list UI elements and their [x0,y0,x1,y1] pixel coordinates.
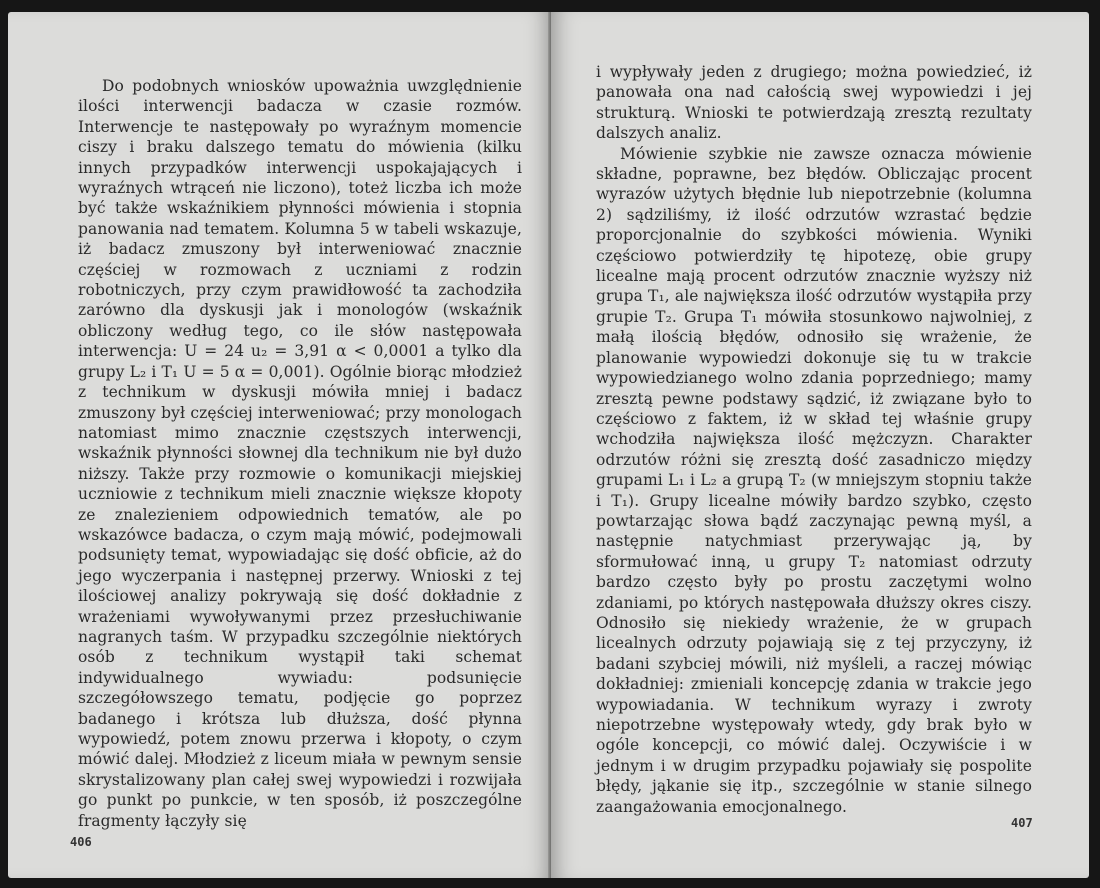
left-page [8,12,551,878]
paragraph: Do podobnych wniosków upoważnia uwzględnienie ilości interwencji badacza w czasie rozmów. Interwencje te następowały po wyraźnym momencie ciszy i braku dalszego tematu do mówienia (kilku innych przypadków interwencji uspokajających i wyraźnych wtrąceń nie liczono), toteż liczba ich może być także wskaźnikiem płynności mówienia i stopnia panowania nad tematem. Kolumna 5 w tabeli wskazuje, iż badacz zmuszony był interweniować znacznie częściej w rozmowach z uczniami z rodzin robotniczych, przy czym prawidłowość ta zachodziła zarówno dla dyskusji jak i monologów (wskaźnik obliczony według tego, co ile słów następowała interwencja: U = 24 u₂ = 3,91 α < 0,0001 a tylko dla grupy L₂ i T₁ U = 5 α = 0,001). Ogólnie biorąc młodzież z technikum w dyskusji mówiła mniej i badacz zmuszony był częściej interweniować; przy monologach natomiast mimo znacznie częstszych interwencji, wskaźnik płynności słownej dla technikum nie był dużo niższy. Także przy rozmowie o komunikacji miejskiej uczniowie z technikum mieli znacznie większe kłopoty ze znalezieniem odpowiednich tematów, ale po wskazówce badacza, o czym mają mówić, podejmowali podsunięty temat, wypowiadając się dość obficie, aż do jego wyczerpania i następnej przerwy. Wnioski z tej ilościowej analizy pokrywają się dość dokładnie z wrażeniami wywoływanymi przez przesłuchiwanie nagranych taśm. W przypadku szczególnie niektórych osób z technikum wystąpił taki schemat indywidualnego wywiadu: podsunięcie szczegółowszego tematu, podjęcie go poprzez badanego i krótsza lub dłuższa, dość płynna wypowiedź, potem znowu przerwa i kłopoty, o czym mówić dalej. Młodzież z liceum miała w pewnym sensie skrystalizowany plan całej swej wypowiedzi i rozwijała go punkt po punkcie, w ten sposób, iż poszczególne fragmenty łączyły się [78,77,522,830]
page-number-right: 407 [1011,816,1033,830]
right-page-text [596,62,1032,817]
paragraph: Mówienie szybkie nie zawsze oznacza mówienie składne, poprawne, bez błędów. Obliczając procent wyrazów użytych błędnie lub niepotrzebnie (kolumna 2) sądziliśmy, iż ilość odrzutów wzrastać będzie proporcjonalnie do szybkości mówienia. Wyniki częściowo potwierdziły tę hipotezę, obie grupy licealne mają procent odrzutów znacznie wyższy niż grupa T₁, ale największa ilość odrzutów wystąpiła przy grupie T₂. Grupa T₁ mówiła stosunkowo najwolniej, z małą ilością błędów, odnosiło się wrażenie, że planowanie wypowiedzi dokonuje się tu w trakcie wypowiedzianego wolno zdania poprzedniego; mamy zresztą pewne podstawy sądzić, iż związane było to częściowo z faktem, iż w skład tej właśnie grupy wchodziła największa ilość mężczyzn. Charakter odrzutów różni się zresztą dość zasadniczo między grupami L₁ i L₂ a grupą T₂ (w mniejszym stopniu także i T₁). Grupy licealne mówiły bardzo szybko, często powtarzając słowa bądź zaczynając pewną myśl, a następnie natychmiast przerywając ją, by sformułować inną, u grupy T₂ natomiast odrzuty bardzo często były po prostu zaczętymi wolno zdaniami, po których następowała dłuższy okres ciszy. Odnosiło się niekiedy wrażenie, że w grupach licealnych odrzuty pojawiają się z tej przyczyny, iż badani szybciej mówili, niż myśleli, a raczej mówiąc dokładniej: zmieniali koncepcję zdania w trakcie jego wypowiadania. W technikum wyrazy i zwroty niepotrzebne występowały wtedy, gdy brak było w ogóle koncepcji, co mówić dalej. Oczywiście i w jednym i w drugim przypadku pojawiały się pospolite błędy, jąkanie się itp., szczególnie w stanie silnego zaangażowania emocjonalnego. [596,144,1032,816]
right-page [551,12,1089,878]
page-number-left: 406 [70,835,92,849]
left-page-text [78,76,522,831]
paragraph: i wypływały jeden z drugiego; można powiedzieć, iż panowała ona nad całością swej wypowiedzi i jej strukturą. Wnioski te potwierdzają zresztą rezultaty dalszych analiz. [596,63,1032,143]
